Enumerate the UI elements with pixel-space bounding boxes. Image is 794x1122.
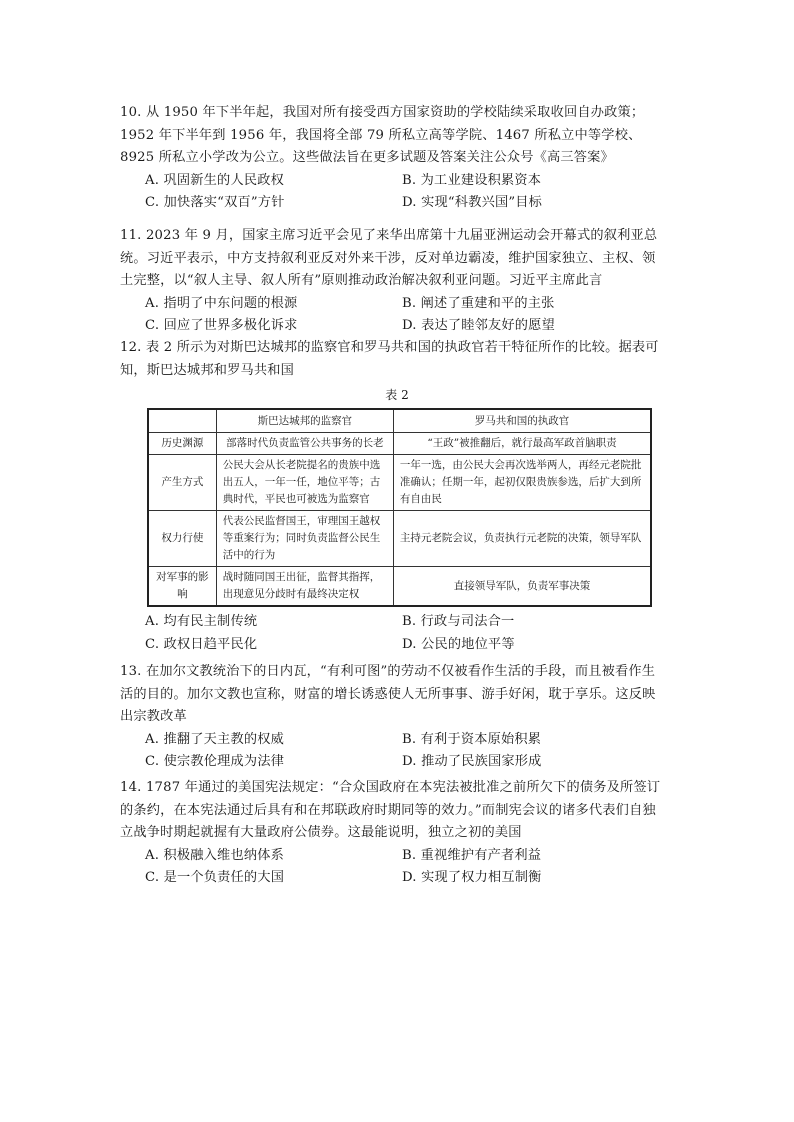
question-12-stem: 12. 表 2 所示为对斯巴达城邦的监察官和罗马共和国的执政官若干特征所作的比较。据表可知，斯巴达城邦和罗马共和国 (120, 340, 659, 378)
question-11-option-a[interactable]: A. 指明了中东问题的根源 (145, 295, 298, 311)
question-14-option-b[interactable]: B. 重视维护有产者利益 (402, 847, 542, 863)
table-cell: 主持元老院会议，负责执行元老院的决策，领导军队 (393, 511, 651, 567)
question-13 (120, 661, 668, 774)
table-cell: 战时随同国王出征，监督其指挥，出现意见分歧时有最终决定权 (216, 567, 393, 607)
question-14-stem: 14. 1787 年通过的美国宪法规定：“合众国政府在本宪法被批准之前所欠下的债务及所签订的条约，在本宪法通过后具有和在邦联政府时期同等的效力。”而制宪会议的诸多代表们自独立战争时期起就握有大量政府公债券。这最能说明，独立之初的美国 (120, 780, 661, 840)
question-12-option-c[interactable]: C. 政权日趋平民化 (145, 636, 258, 652)
question-13-option-c[interactable]: C. 使宗教伦理成为法律 (145, 754, 285, 769)
table-corner-cell (148, 409, 216, 433)
table-row (148, 511, 651, 567)
question-11 (120, 225, 668, 338)
table-cell: 一年一选，由公民大会再次选举两人，再经元老院批准确认；任期一年，起初仅限贵族参选，后扩大到所有自由民 (393, 455, 651, 511)
question-12-option-b[interactable]: B. 行政与司法合一 (402, 614, 515, 629)
question-10-options-row-1 (120, 170, 668, 193)
question-10-option-c[interactable]: C. 加快落实“双百”方针 (145, 195, 285, 210)
table-cell: 部落时代负责监管公共事务的长老 (216, 433, 393, 455)
table-row (148, 455, 651, 511)
table-header-rome: 罗马共和国的执政官 (393, 409, 651, 433)
question-13-stem: 13. 在加尔文教统治下的日内瓦，“有利可图”的劳动不仅被看作生活的手段，而且被看作生活的目的。加尔文教也宣称，财富的增长诱惑使人无所事事、游手好闲，耽于享乐。这反映出宗教改革 (120, 664, 656, 724)
question-11-option-d[interactable]: D. 表达了睦邻友好的愿望 (402, 318, 555, 333)
question-14-options-row-2 (120, 867, 668, 890)
question-14-option-c[interactable]: C. 是一个负责任的大国 (145, 870, 285, 885)
table-header-sparta: 斯巴达城邦的监察官 (216, 409, 393, 433)
question-11-option-b[interactable]: B. 阐述了重建和平的主张 (402, 295, 555, 311)
table-row (148, 433, 651, 455)
question-10-option-d[interactable]: D. 实现“科教兴国”目标 (402, 195, 543, 210)
question-10-option-b[interactable]: B. 为工业建设积累资本 (402, 172, 542, 188)
comparison-table (147, 408, 652, 607)
question-11-stem: 11. 2023 年 9 月，国家主席习近平会见了来华出席第十九届亚洲运动会开幕式的叙利亚总统。习近平表示，中方支持叙利亚反对外来干涉，反对单边霸凌，维护国家独立、主权、领土完整，以“叙人主导、叙人所有”原则推动政治解决叙利亚问题。习近平主席此言 (120, 228, 658, 288)
table-cell: “王政”被推翻后，就行最高军政首脑职责 (393, 433, 651, 455)
question-13-option-a[interactable]: A. 推翻了天主教的权威 (145, 731, 284, 747)
question-12-options-row-1 (120, 611, 668, 634)
question-12-options (120, 611, 668, 656)
question-13-option-b[interactable]: B. 有利于资本原始积累 (402, 731, 542, 747)
question-11-option-c[interactable]: C. 回应了世界多极化诉求 (145, 318, 298, 333)
table-row-label: 对军事的影响 (148, 567, 216, 607)
table-cell: 直接领导军队，负责军事决策 (393, 567, 651, 607)
table-row-label: 产生方式 (148, 455, 216, 511)
question-12-option-d[interactable]: D. 公民的地位平等 (402, 636, 515, 652)
table-row-label: 历史渊源 (148, 433, 216, 455)
question-13-option-d[interactable]: D. 推动了民族国家形成 (402, 754, 542, 769)
question-10-option-a[interactable]: A. 巩固新生的人民政权 (145, 172, 284, 188)
question-10-options-row-2 (120, 192, 668, 215)
question-13-options-row-2 (120, 751, 668, 774)
table-caption: 表 2 (385, 388, 409, 402)
question-12-option-a[interactable]: A. 均有民主制传统 (145, 614, 258, 629)
table-header-row (148, 409, 651, 433)
question-13-options-row-1 (120, 729, 668, 752)
question-14 (120, 777, 668, 890)
question-11-options-row-1 (120, 293, 668, 316)
question-11-options-row-2 (120, 315, 668, 338)
question-12-options-row-2 (120, 634, 668, 657)
table-cell: 公民大会从长老院提名的贵族中选出五人，一年一任，地位平等；古典时代，平民也可被选为监察官 (216, 455, 393, 511)
table-row (148, 567, 651, 607)
question-14-option-d[interactable]: D. 实现了权力相互制衡 (402, 870, 542, 885)
question-14-options-row-1 (120, 845, 668, 868)
table-cell: 代表公民监督国王，审理国王越权等重案行为；同时负责监督公民生活中的行为 (216, 511, 393, 567)
question-12 (120, 337, 668, 382)
question-10-stem: 10. 从 1950 年下半年起，我国对所有接受西方国家资助的学校陆续采取收回自办政策；1952 年下半年到 1956 年，我国将全部 79 所私立高等学院、1467 所私立中等学校、8925 所私立小学改为公立。这些做法旨在更多试题及答案关注公众号《高三答案》 (120, 105, 645, 165)
question-10 (120, 102, 668, 215)
table-row-label: 权力行使 (148, 511, 216, 567)
question-14-option-a[interactable]: A. 积极融入维也纳体系 (145, 847, 284, 863)
